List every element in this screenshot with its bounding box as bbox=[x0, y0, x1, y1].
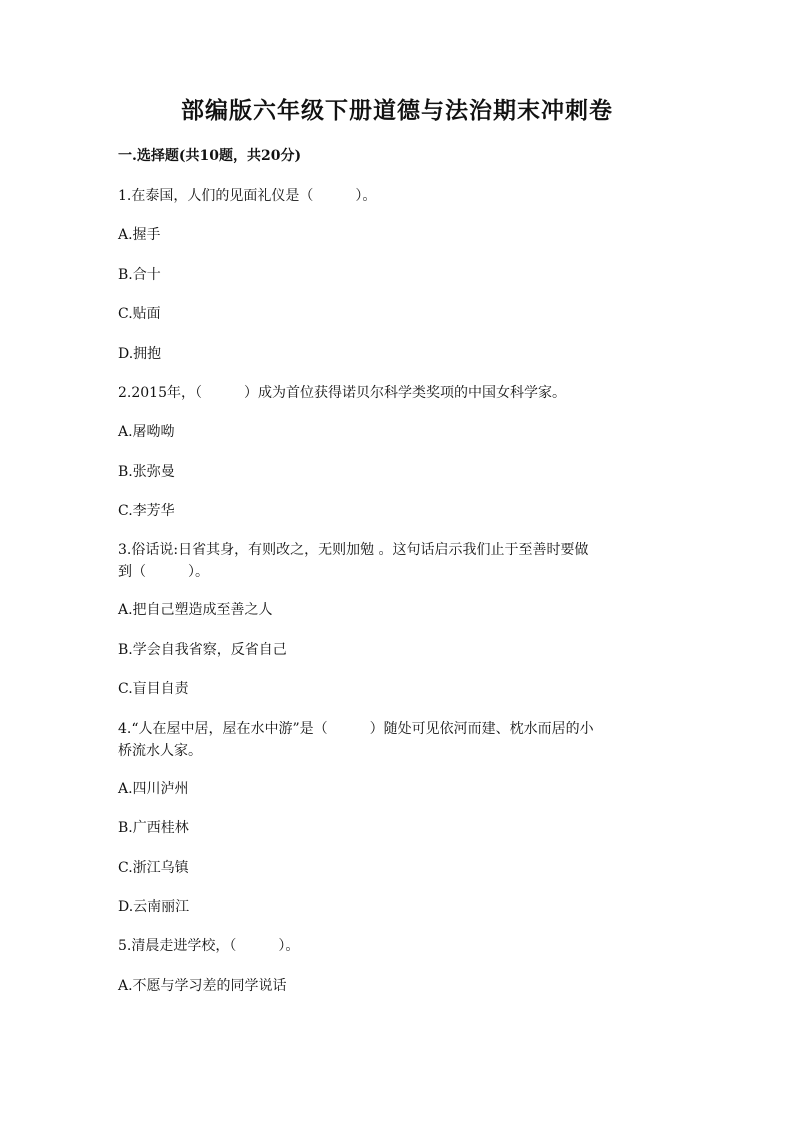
question-1-option-d: D.拥抱 bbox=[118, 346, 162, 362]
question-4-stem-line-1: 4.“人在屋中居，屋在水中游”是（ ）随处可见依河而建、枕水而居的小 bbox=[118, 721, 594, 737]
question-2-stem: 2.2015年，（ ）成为首位获得诺贝尔科学类奖项的中国女科学家。 bbox=[118, 385, 566, 401]
question-4-option-a: A.四川泸州 bbox=[118, 781, 189, 797]
section-heading: 一.选择题(共10题，共20分) bbox=[118, 148, 302, 164]
question-1-stem: 1.在泰国，人们的见面礼仪是（ ）。 bbox=[118, 188, 377, 204]
question-3-option-b: B.学会自我省察，反省自己 bbox=[118, 642, 287, 658]
page-title: 部编版六年级下册道德与法治期末冲刺卷 bbox=[181, 97, 613, 124]
question-4-option-b: B.广西桂林 bbox=[118, 820, 189, 836]
question-4-option-c: C.浙江乌镇 bbox=[118, 860, 189, 876]
question-1-option-c: C.贴面 bbox=[118, 306, 161, 322]
question-3-stem-line-1: 3.俗话说:日省其身，有则改之，无则加勉 。这句话启示我们止于至善时要做 bbox=[118, 542, 589, 558]
question-4-option-d: D.云南丽江 bbox=[118, 899, 190, 915]
question-2-option-a: A.屠呦呦 bbox=[118, 424, 175, 440]
question-1-option-b: B.合十 bbox=[118, 267, 161, 283]
question-2-option-b: B.张弥曼 bbox=[118, 464, 175, 480]
question-3-option-a: A.把自己塑造成至善之人 bbox=[118, 602, 273, 618]
question-2-option-c: C.李芳华 bbox=[118, 503, 175, 519]
question-5-option-a: A.不愿与学习差的同学说话 bbox=[118, 978, 287, 994]
question-1-option-a: A.握手 bbox=[118, 227, 161, 243]
question-3-option-c: C.盲目自责 bbox=[118, 681, 189, 697]
question-5-stem: 5.清晨走进学校，（ ）。 bbox=[118, 938, 300, 954]
question-3-stem-line-2: 到（ ）。 bbox=[118, 564, 209, 580]
question-4-stem-line-2: 桥流水人家。 bbox=[118, 743, 202, 759]
